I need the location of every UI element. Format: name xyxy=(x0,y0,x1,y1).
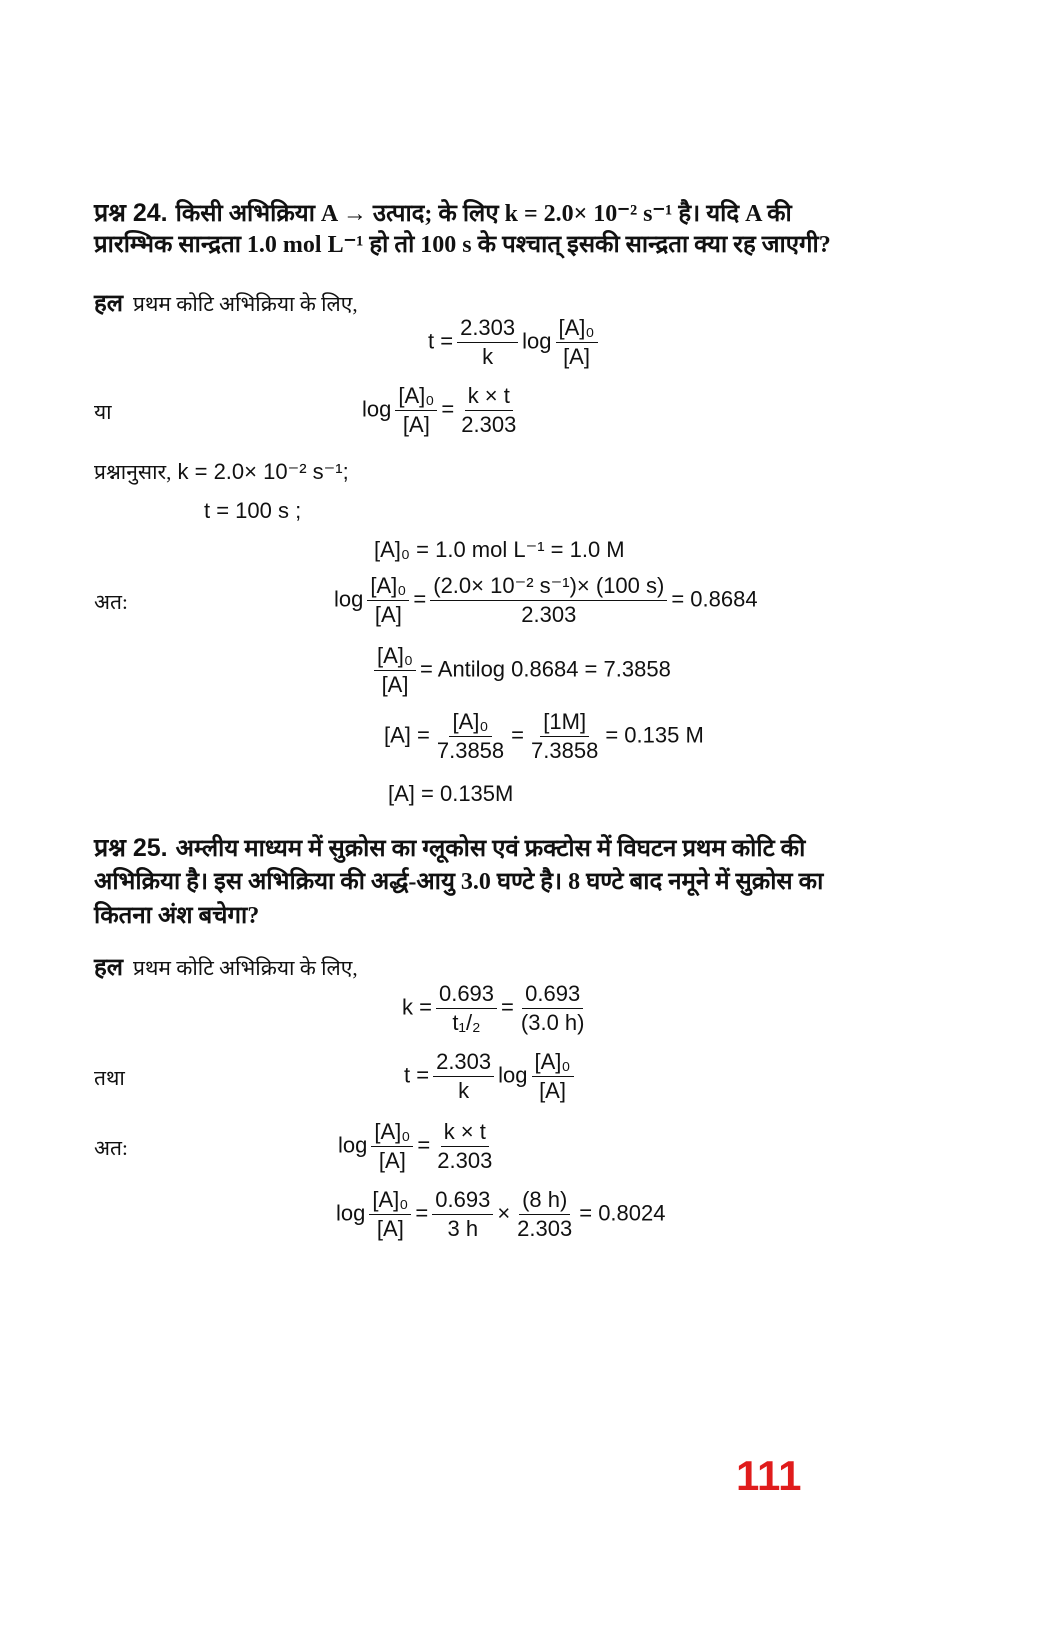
given-a0: [A]₀ = 1.0 mol L⁻¹ = 1.0 M xyxy=(374,537,625,562)
numerator: [1M] xyxy=(540,708,589,737)
numerator: 0.693 xyxy=(432,1186,493,1215)
fraction xyxy=(528,708,601,765)
numerator: [A]₀ xyxy=(532,1048,574,1077)
fraction xyxy=(457,314,518,371)
equals: = xyxy=(441,396,455,422)
question-25-line3: कितना अंश बचेगा? xyxy=(94,903,260,929)
numerator: [A]₀ xyxy=(374,642,416,671)
denominator: 7.3858 xyxy=(436,738,505,763)
solution-label: हल xyxy=(94,955,124,981)
numerator: 2.303 xyxy=(457,314,518,343)
log-text: log xyxy=(522,328,552,354)
fraction xyxy=(433,1048,494,1105)
numerator: [A]₀ xyxy=(369,1186,411,1215)
times: × xyxy=(497,1200,511,1226)
eq-lhs: [A] = xyxy=(384,722,430,748)
intro-text: प्रथम कोटि अभिक्रिया के लिए, xyxy=(133,292,358,316)
log-text: log xyxy=(362,396,392,422)
denominator: 7.3858 xyxy=(531,738,599,763)
question-24-line1 xyxy=(94,195,792,229)
equation-k xyxy=(402,980,591,1037)
given-k-value: k = 2.0× 10⁻² s⁻¹; xyxy=(177,459,349,484)
fraction xyxy=(374,642,416,699)
given-label: प्रश्नानुसार, xyxy=(94,460,172,484)
result: = 0.135 M xyxy=(605,722,704,748)
fraction xyxy=(458,382,519,439)
numerator: [A]₀ xyxy=(556,314,598,343)
denominator: [A] xyxy=(376,1216,404,1241)
equals: = xyxy=(417,1132,431,1158)
denominator: t₁/₂ xyxy=(452,1010,481,1035)
numerator: 0.693 xyxy=(522,980,583,1009)
equation-rate xyxy=(428,314,602,371)
fraction xyxy=(532,1048,574,1105)
denominator: [A] xyxy=(402,412,430,437)
question-25-line1 xyxy=(94,830,805,864)
denominator: [A] xyxy=(563,344,590,369)
numerator: (2.0× 10⁻² s⁻¹)× (100 s) xyxy=(430,572,667,601)
equation-time xyxy=(404,1048,578,1105)
fraction xyxy=(514,1186,575,1243)
numerator: (8 h) xyxy=(519,1186,570,1215)
numerator: 0.693 xyxy=(436,980,497,1009)
denominator: 2.303 xyxy=(437,1148,493,1173)
fraction xyxy=(432,1186,493,1243)
denominator: k xyxy=(482,344,494,369)
denominator: [A] xyxy=(539,1078,566,1103)
denominator: [A] xyxy=(378,1148,406,1173)
denominator: 2.303 xyxy=(521,602,577,627)
equation-result-25 xyxy=(336,1186,665,1243)
fraction xyxy=(434,1118,495,1175)
denominator: [A] xyxy=(374,602,402,627)
fraction xyxy=(556,314,598,371)
atah-label: अत: xyxy=(94,590,128,614)
eq-lhs: t = xyxy=(404,1062,430,1088)
numerator: [A]₀ xyxy=(395,382,437,411)
fraction xyxy=(434,708,507,765)
log-text: log xyxy=(336,1200,366,1226)
numerator: [A]₀ xyxy=(449,708,491,737)
result: = 0.8024 xyxy=(579,1200,666,1226)
result: = Antilog 0.8684 = 7.3858 xyxy=(420,656,671,682)
equation-log xyxy=(362,382,523,439)
question-24-label: प्रश्न 24. xyxy=(94,199,168,227)
denominator: 2.303 xyxy=(517,1216,573,1241)
equals: = xyxy=(415,1200,429,1226)
equation-substitution xyxy=(334,572,758,629)
question-25-text: अम्लीय माध्यम में सुक्रोस का ग्लूकोस एवं फ्रक्टोस में विघटन प्रथम कोटि की xyxy=(175,836,806,862)
denominator: 2.303 xyxy=(461,412,517,437)
numerator: [A]₀ xyxy=(371,1118,413,1147)
atah-label: अत: xyxy=(94,1136,128,1160)
fraction xyxy=(436,980,497,1037)
denominator: [A] xyxy=(381,672,409,697)
fraction xyxy=(395,382,437,439)
equation-log-25 xyxy=(338,1118,499,1175)
question-24-text: किसी अभिक्रिया A → उत्पाद; के लिए k = 2.0× 10⁻² s⁻¹ है। यदि A की xyxy=(175,201,792,227)
numerator: [A]₀ xyxy=(367,572,409,601)
eq-lhs: k = xyxy=(402,994,432,1020)
final-answer-24: [A] = 0.135M xyxy=(388,781,514,806)
tatha-label: तथा xyxy=(94,1066,125,1090)
eq-lhs: t = xyxy=(428,328,454,354)
page-number: 111 xyxy=(736,1452,802,1499)
equation-antilog xyxy=(370,642,671,699)
question-24-line2: प्रारम्भिक सान्द्रता 1.0 mol L⁻¹ हो तो 100 s के पश्चात् इसकी सान्द्रता क्या रह जाएगी? xyxy=(94,232,831,258)
solution-label: हल xyxy=(94,291,124,317)
given-k xyxy=(94,458,349,486)
fraction xyxy=(430,572,667,629)
solution-25-intro xyxy=(94,950,358,983)
denominator: k xyxy=(458,1078,470,1103)
denominator: (3.0 h) xyxy=(520,1010,585,1035)
question-25-line2: अभिक्रिया है। इस अभिक्रिया की अर्द्ध-आयु 3.0 घण्टे है। 8 घण्टे बाद नमूने में सुक्रोस का xyxy=(94,869,824,895)
numerator: 2.303 xyxy=(433,1048,494,1077)
given-t: t = 100 s ; xyxy=(204,498,302,523)
fraction xyxy=(518,980,588,1037)
equals: = xyxy=(511,722,525,748)
intro-text: प्रथम कोटि अभिक्रिया के लिए, xyxy=(133,956,358,980)
ya-label: या xyxy=(94,400,112,424)
numerator: k × t xyxy=(441,1118,489,1147)
equals: = xyxy=(413,586,427,612)
fraction xyxy=(371,1118,413,1175)
numerator: k × t xyxy=(465,382,513,411)
log-text: log xyxy=(498,1062,528,1088)
fraction xyxy=(367,572,409,629)
question-25-label: प्रश्न 25. xyxy=(94,834,168,862)
fraction xyxy=(369,1186,411,1243)
equation-concentration xyxy=(384,708,704,765)
solution-24-intro xyxy=(94,286,358,319)
log-text: log xyxy=(338,1132,368,1158)
equals: = xyxy=(501,994,514,1020)
denominator: 3 h xyxy=(447,1216,479,1241)
log-text: log xyxy=(334,586,364,612)
result: = 0.8684 xyxy=(671,586,758,612)
